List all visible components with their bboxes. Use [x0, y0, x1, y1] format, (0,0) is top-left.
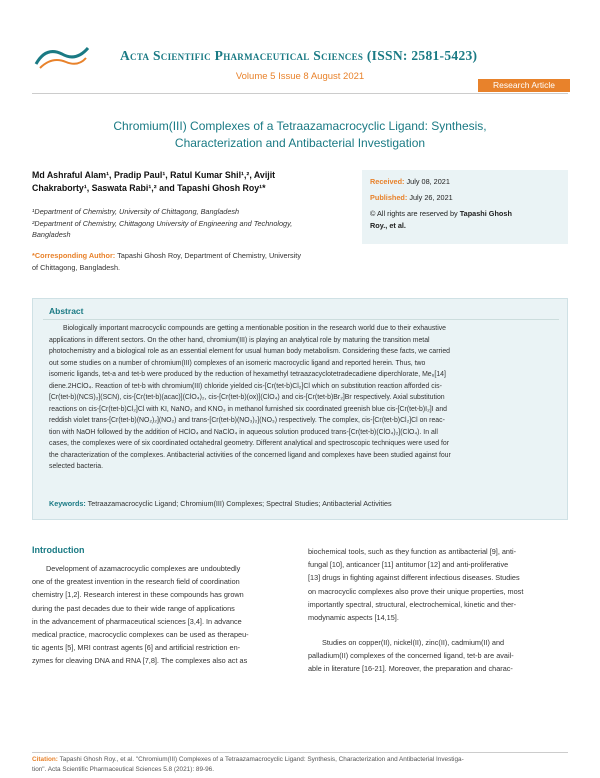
- published-label: Published:: [370, 193, 408, 202]
- affiliation-line: ¹Department of Chemistry, University of Chittagong, Bangladesh: [32, 207, 240, 216]
- text-line: [Cr(tet-b)(NCS)₂](SCN), cis-[Cr(tet-b)(acac)](ClO₄)₂, cis-[Cr(tet-b)(ox)](ClO₄) and cis-[Cr(tet-b)Br₂]Br respectively. Axial substitution: [49, 394, 445, 401]
- citation-label: Citation:: [32, 756, 58, 763]
- published-date: July 26, 2021: [407, 193, 453, 202]
- corresponding-author: [32, 250, 352, 274]
- author-list: [32, 169, 332, 195]
- text-line: palladium(II) complexes of the concerned ligand, tet-b are avail-: [308, 651, 514, 661]
- rights-author-cont: Roy., et al.: [370, 221, 406, 230]
- header-divider: [32, 93, 568, 94]
- text-line: out some studies on a number of chromium(III) complexes of an isomeric macrocyclic ligand and reported herein. Thus, two: [49, 359, 426, 367]
- text-line: isomeric ligands, tet-a and tet-b were produced by the reduction of hexamethyl tetraazacyclotetradecadiene diperchlorate, Me₆[14]: [49, 371, 446, 378]
- text-line: cases, the complexes were of six coordinated octahedral geometry. Different analytical and spectroscopic techniques were used for: [49, 440, 449, 447]
- affiliation-line: ²Department of Chemistry, Chittagong University of Engineering and Technology,: [32, 218, 293, 228]
- corresponding-text: of Chittagong, Bangladesh.: [32, 263, 121, 272]
- text-line: selected bacteria.: [49, 463, 104, 470]
- abstract-heading: Abstract: [49, 306, 84, 316]
- text-line: medical practice, macrocyclic complexes can be used as therapeu-: [32, 630, 249, 640]
- citation-text: tion". Acta Scientific Pharmaceutical Sciences 5.8 (2021): 89-96.: [32, 766, 215, 773]
- text-line: photochemistry and a biological role as an essential element for usual human body metabolism. Considering these facts, we carried: [49, 348, 451, 355]
- text-line: reactions on cis-[Cr(tet-b)Cl₂]Cl with KI, NaNO₂ and KNO₃ in methanol furnished six coordinated greenish blue cis-[Cr(tet-b)I₂]I and: [49, 405, 448, 413]
- title-line: Chromium(III) Complexes of a Tetraazamacrocyclic Ligand: Synthesis,: [113, 119, 487, 133]
- journal-logo-icon: [32, 42, 92, 72]
- text-line: importantly spectral, structural, electrochemical, kinetic and ther-: [308, 599, 517, 609]
- intro-right-column-p2: [308, 636, 561, 676]
- text-line: the characterization of the complexes. Antibacterial activities of the concerned ligand and complexes have been studied against four: [49, 451, 451, 459]
- text-line: tic agents [5], MRI contrast agents [6] and artificial restriction en-: [32, 643, 241, 653]
- text-line: applications in different sectors. On the other hand, chromium(III) is playing an analytical role by maturing the transition metal: [49, 336, 430, 344]
- keywords-text: Tetraazamacrocyclic Ligand; Chromium(III) Complexes; Spectral Studies; Antibacterial Activities: [85, 499, 392, 508]
- text-line: chemistry [1,2]. Research interest in these compounds has grown: [32, 590, 244, 600]
- text-line: biochemical tools, such as they function as antibacterial [9], anti-: [308, 547, 517, 556]
- text-line: in the advancement of pharmaceutical sciences [3,4]. In advance: [32, 616, 242, 626]
- citation: [32, 755, 568, 775]
- intro-heading: Introduction: [32, 545, 85, 555]
- author-line: Md Ashraful Alam¹, Pradip Paul¹, Ratul Kumar Shil¹,², Avijit: [32, 170, 276, 180]
- abstract-divider: [43, 319, 559, 320]
- article-title: [60, 118, 540, 152]
- text-line: [13] drugs in fighting against different infectious diseases. Studies: [308, 573, 520, 583]
- received-date: July 08, 2021: [404, 177, 450, 186]
- text-line: Biologically important macrocyclic compounds are getting a mentionable position in the research world due to their exhaustive: [63, 325, 447, 332]
- journal-title: Acta Scientific Pharmaceutical Sciences (ISSN: 2581-5423): [120, 48, 478, 63]
- rights-author: Tapashi Ghosh: [459, 209, 512, 218]
- affiliation: [32, 206, 342, 241]
- received-label: Received:: [370, 177, 405, 186]
- abstract-panel: [32, 298, 568, 520]
- intro-left-column: [32, 562, 285, 668]
- article-type-badge: Research Article: [478, 79, 570, 92]
- title-line: Characterization and Antibacterial Investigation: [174, 136, 426, 150]
- text-line: during the past decades due to their wide range of applications: [32, 603, 235, 613]
- citation-text: Tapashi Ghosh Roy., et al. "Chromium(III) Complexes of a Tetraazamacrocyclic Ligand: Synthesis, Characterization and Antibacterial Investiga-: [57, 756, 464, 763]
- dates-panel: [362, 170, 568, 244]
- keywords: [49, 499, 392, 508]
- footer-divider: [32, 752, 568, 753]
- keywords-label: Keywords:: [49, 499, 86, 508]
- text-line: Studies on copper(II), nickel(II), zinc(II), cadmium(II) and: [322, 638, 505, 647]
- corresponding-label: *Corresponding Author:: [32, 251, 116, 260]
- text-line: one of the greatest invention in the research field of coordination: [32, 577, 240, 587]
- text-line: on macrocyclic complexes also prove their unique properties, most: [308, 586, 524, 596]
- affiliation-line: Bangladesh: [32, 230, 71, 239]
- text-line: tion with NaOH followed by the addition of HClO₄ and NaClO₄ in aqueous solution produced trans-[Cr(tet-b)(ClO₄)₂](ClO₄). In all: [49, 428, 438, 436]
- abstract-body: [49, 323, 555, 473]
- text-line: able in literature [16-21]. Moreover, the preparation and charac-: [308, 664, 513, 674]
- volume-issue: Volume 5 Issue 8 August 2021: [235, 71, 365, 82]
- author-line: Chakraborty¹, Saswata Rabi¹,² and Tapashi Ghosh Roy¹*: [32, 183, 266, 193]
- intro-right-column: [308, 545, 561, 624]
- text-line: reddish violet trans-[Cr(tet-b)(NO₂)₂](NO₂) and trans-[Cr(tet-b)(NO₃)₂](NO₃) respectively. The complex, cis-[Cr(tet-b)Cl₂]Cl on reac-: [49, 417, 445, 424]
- text-line: diene.2HClO₄. Reaction of tet-b with chromium(III) chloride yielded cis-[Cr(tet-b)Cl₂]Cl which on substitution reaction afforded cis-: [49, 382, 442, 390]
- text-line: Development of azamacrocyclic complexes are undoubtedly: [46, 564, 241, 573]
- text-line: fungal [10], anticancer [11] antitumor [12] and anti-proliferative: [308, 560, 509, 570]
- rights-text: © All rights are reserved by: [370, 209, 460, 218]
- corresponding-text: Tapashi Ghosh Roy, Department of Chemistry, University: [115, 251, 301, 260]
- text-line: zymes for cleaving DNA and RNA [7,8]. The complexes also act as: [32, 656, 248, 666]
- text-line: modynamic aspects [14,15].: [308, 613, 399, 623]
